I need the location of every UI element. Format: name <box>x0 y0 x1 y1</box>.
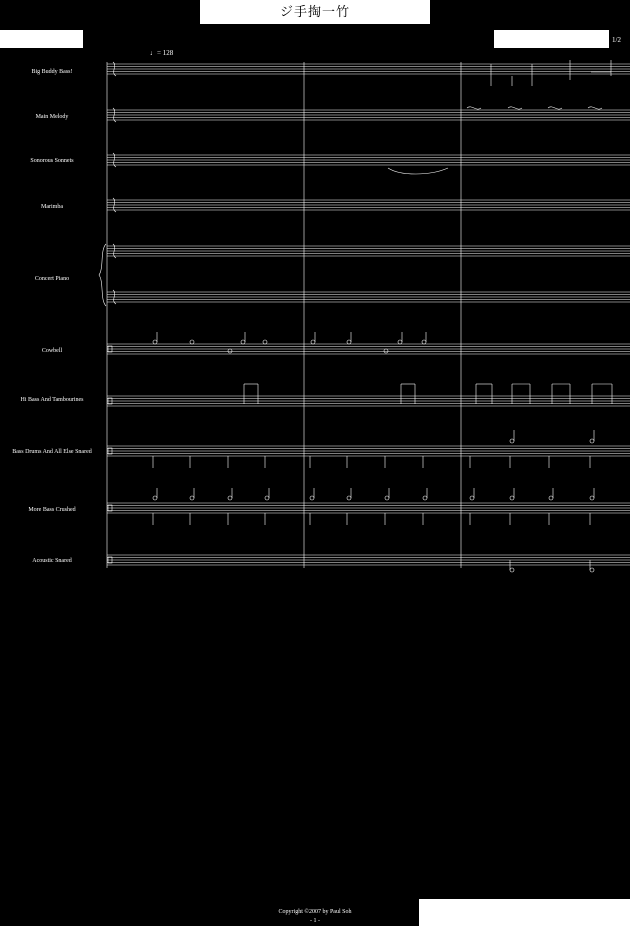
staff <box>107 110 630 120</box>
instrument-label: Acoustic Snared <box>32 558 72 564</box>
note-group <box>510 560 594 572</box>
note-group <box>153 332 426 353</box>
page-footer-number: - 1 - <box>310 918 320 924</box>
instrument-label: Concert Piano <box>34 276 70 282</box>
instrument-label: Hi Bass And Tambourines <box>20 397 84 403</box>
instrument-label: More Bass Crushed <box>28 507 76 513</box>
staff <box>107 155 630 165</box>
staff <box>107 446 630 456</box>
staff <box>107 396 630 406</box>
note-group <box>153 488 594 525</box>
staff <box>107 555 630 565</box>
copyright-text: Copyright ©2007 by Paul Soh <box>278 909 352 915</box>
brace <box>99 244 106 306</box>
note-group <box>388 60 611 174</box>
instrument-label: Big Buddy Bass! <box>31 69 73 75</box>
instrument-label: Sonorous Sonnets <box>30 158 74 164</box>
footer-box <box>419 899 630 926</box>
staff <box>107 246 630 256</box>
staff <box>107 64 630 74</box>
staff <box>107 200 630 210</box>
note-group <box>153 430 594 468</box>
staff <box>107 292 630 302</box>
staff <box>107 344 630 354</box>
instrument-label: Bass Drums And All Else Snared <box>12 449 92 455</box>
score-title: ジ手掏一竹 <box>279 4 350 19</box>
staff <box>107 503 630 513</box>
instrument-label: Cowbell <box>41 348 63 354</box>
clef <box>108 62 116 563</box>
page-number: 1/2 <box>612 36 621 44</box>
tempo-marking: ♩= 128 <box>150 49 174 57</box>
instrument-label: Main Melody <box>35 114 69 120</box>
instrument-label: Marimba <box>41 204 63 210</box>
